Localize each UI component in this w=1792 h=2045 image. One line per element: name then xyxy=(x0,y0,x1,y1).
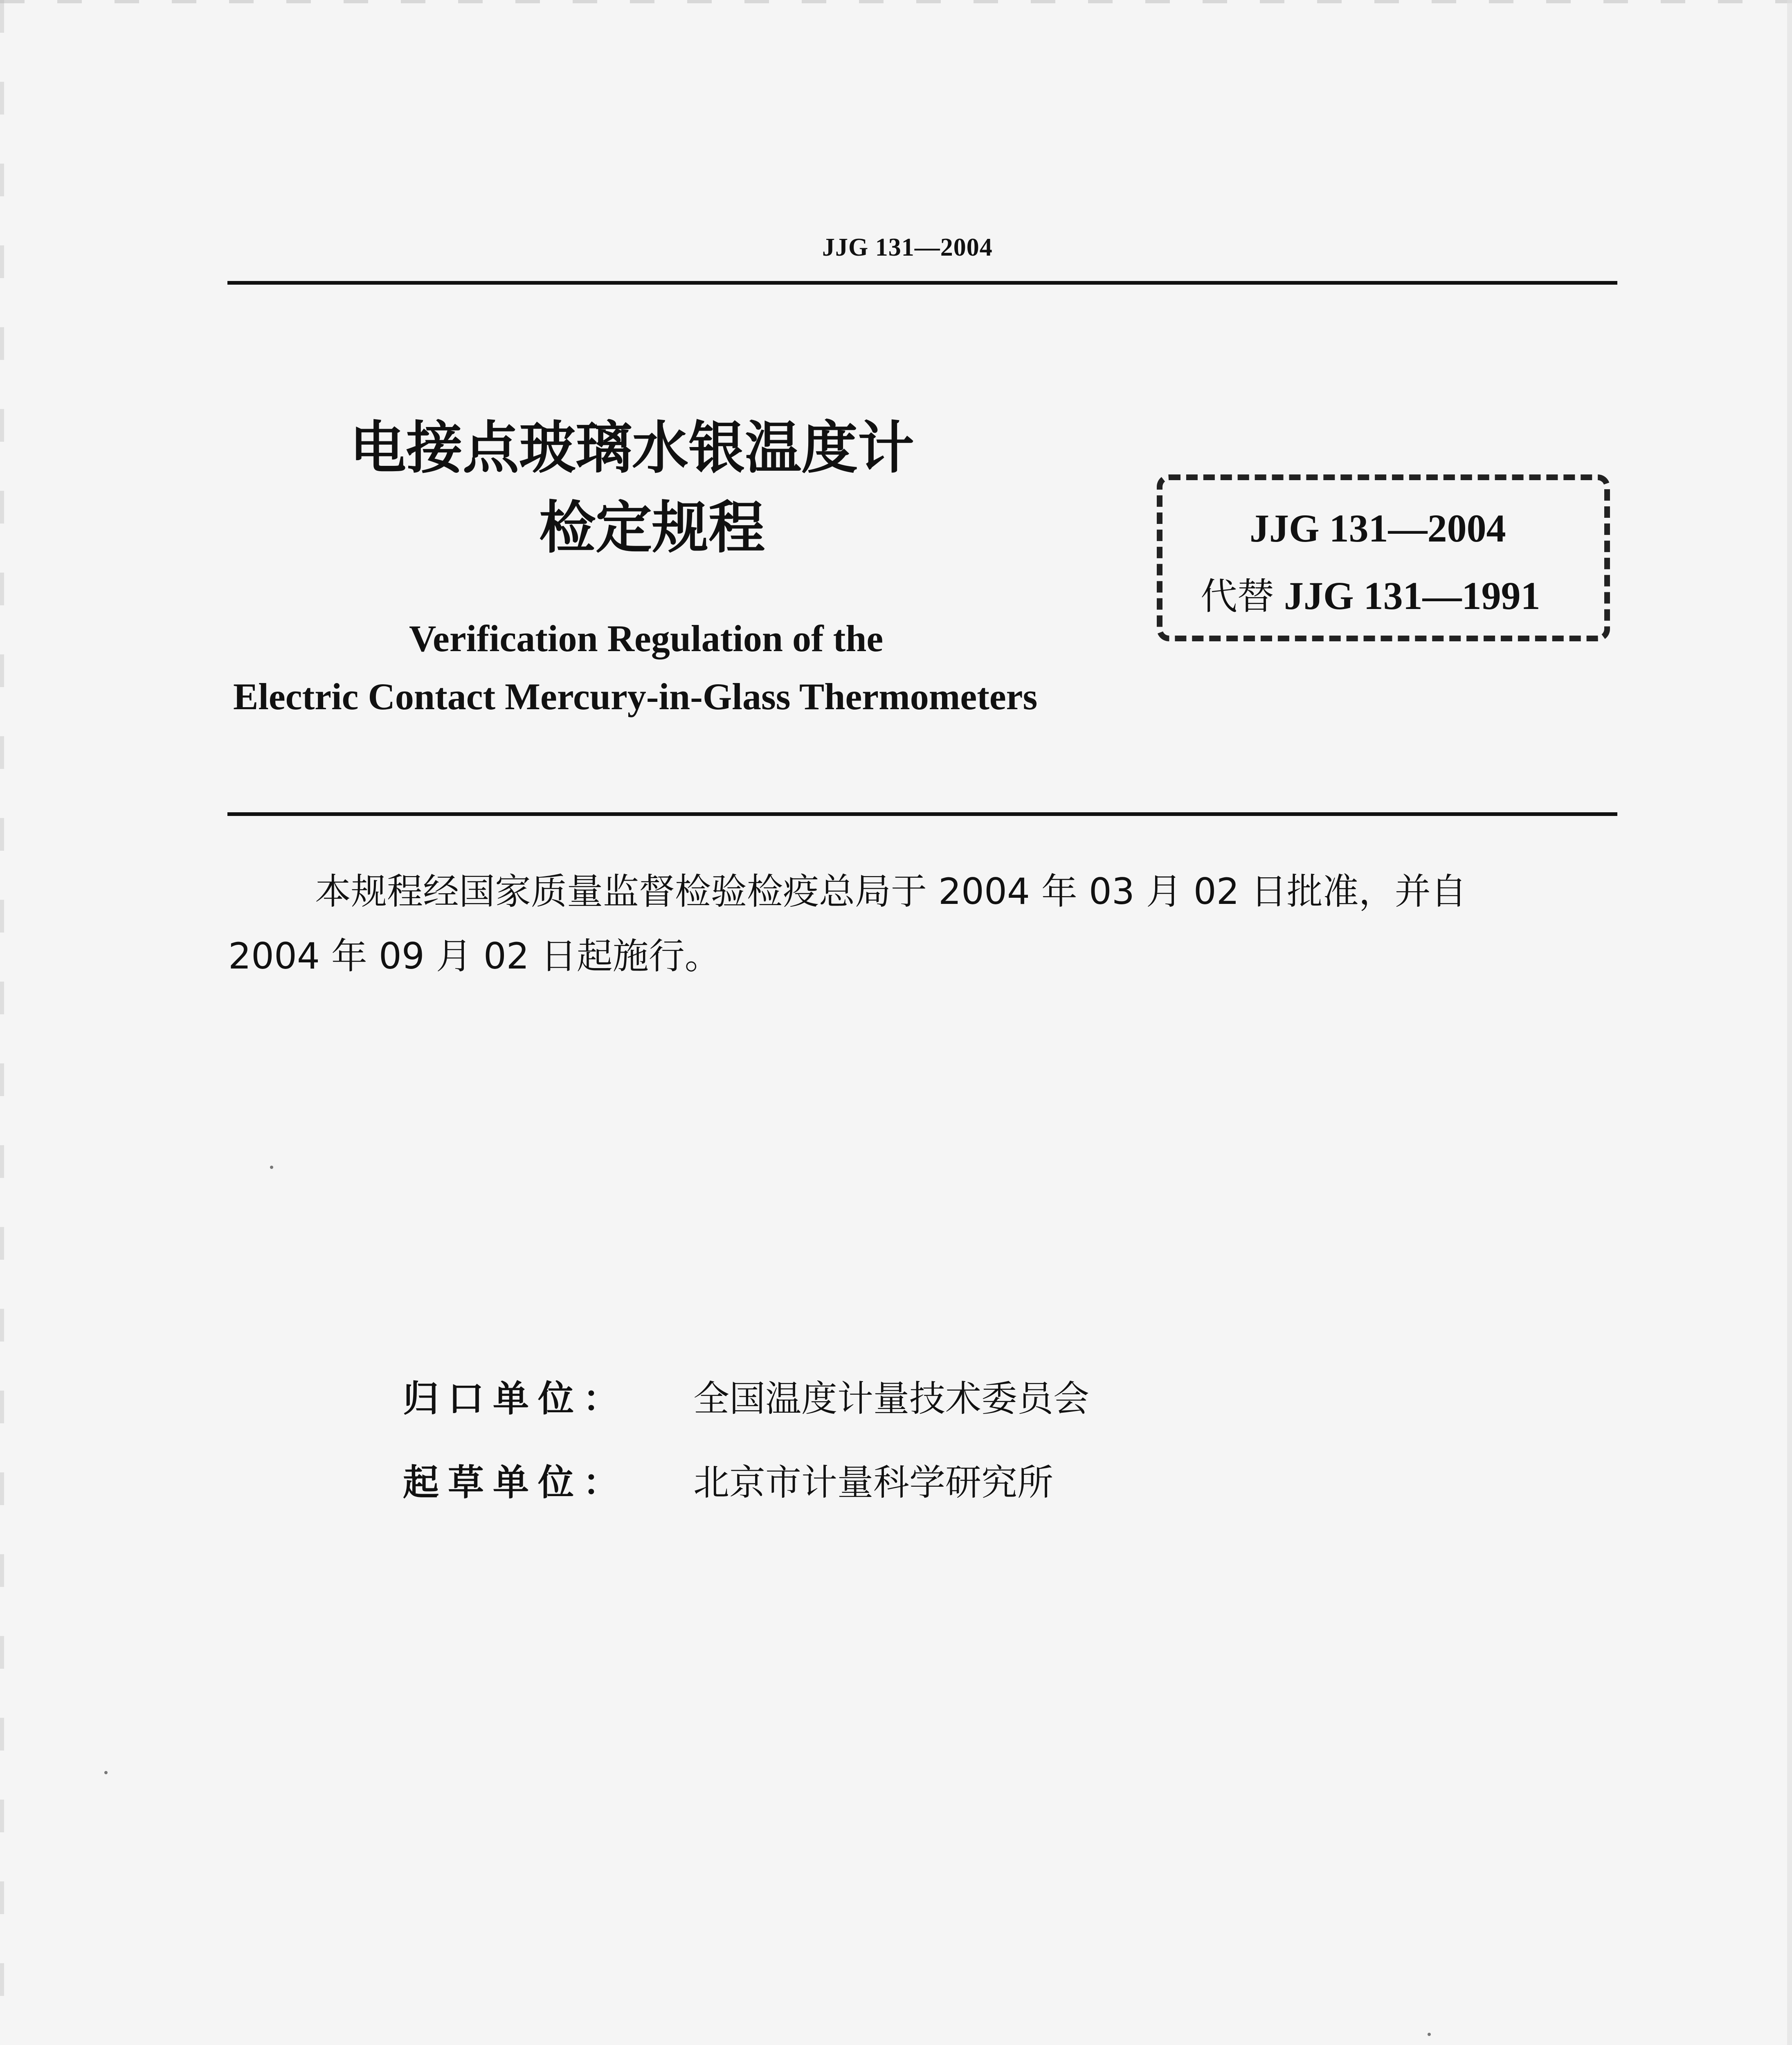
title-english-line2: Electric Contact Mercury-in-Glass Thermometers xyxy=(233,676,1038,717)
header-rule xyxy=(227,281,1617,285)
responsible-unit-value: 全国温度计量技术委员会 xyxy=(693,1378,1090,1420)
drafting-unit-row xyxy=(403,1454,1053,1506)
drafting-unit-label: 起草单位： xyxy=(403,1461,628,1503)
title-chinese-line2: 检定规程 xyxy=(539,495,765,561)
scan-speck xyxy=(104,1771,108,1774)
responsible-unit-label: 归口单位： xyxy=(403,1378,628,1420)
drafting-unit-value: 北京市计量科学研究所 xyxy=(693,1461,1054,1503)
approval-text-line1: 本规程经国家质量监督检验检疫总局于 2004 年 03 月 02 日批准，并自 xyxy=(315,870,1467,912)
replaces-standard xyxy=(1201,566,1540,620)
title-english-line1: Verification Regulation of the xyxy=(409,618,884,659)
title-chinese-line1: 电接点玻璃水银温度计 xyxy=(350,415,915,481)
responsible-unit-row xyxy=(403,1370,1089,1422)
replaces-code: JJG 131—1991 xyxy=(1284,574,1540,618)
scan-edge-right xyxy=(1787,0,1792,2045)
scan-speck xyxy=(1428,2033,1431,2036)
approval-text-line2: 2004 年 09 月 02 日起施行。 xyxy=(228,935,721,977)
header-standard-code: JJG 131—2004 xyxy=(822,234,993,261)
scan-speck xyxy=(270,1166,273,1169)
scan-edge-left xyxy=(0,0,4,2045)
replaces-prefix: 代替 xyxy=(1201,575,1274,618)
scan-edge-top xyxy=(0,0,1792,3)
title-rule xyxy=(227,812,1617,816)
standard-code: JJG 131—2004 xyxy=(1250,506,1506,550)
